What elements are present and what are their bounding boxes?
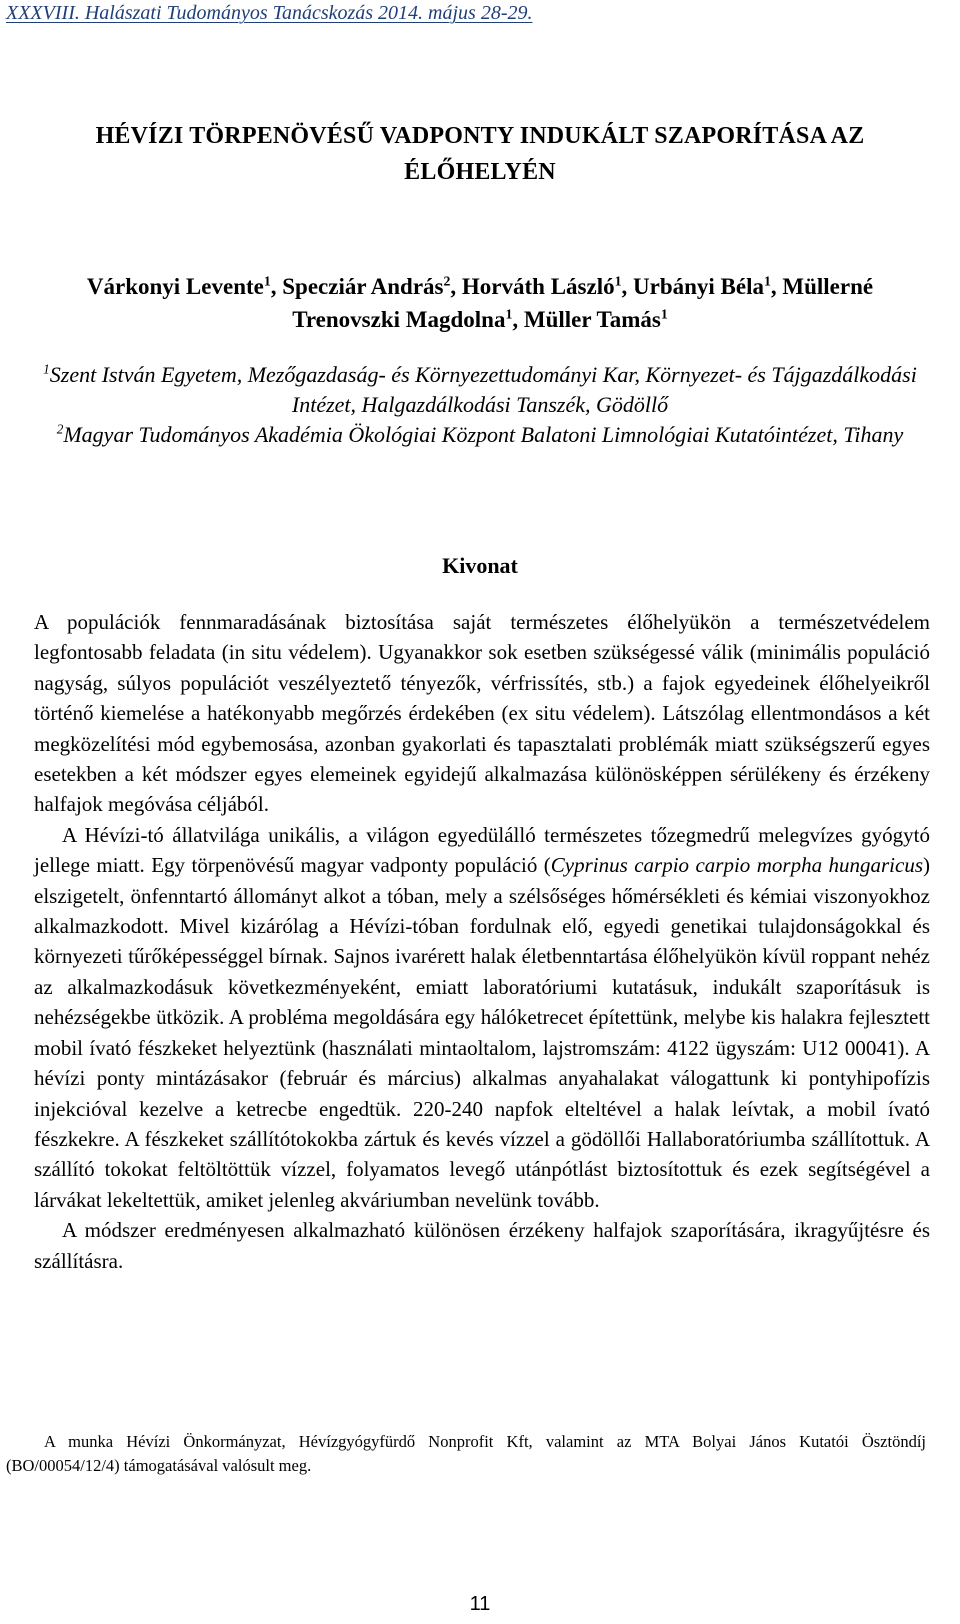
author-name: Horváth László xyxy=(461,274,615,299)
author-name: Müller Tamás xyxy=(523,307,661,332)
affiliation-2 xyxy=(22,420,938,450)
page-number: 11 xyxy=(469,1593,491,1615)
affiliation-1 xyxy=(22,360,938,420)
abstract-paragraph-3: A módszer eredményesen alkalmazható különösen érzékeny halfajok szaporítására, ikragyűjtésre és szállításra. xyxy=(34,1218,930,1273)
author-affil-mark: 1 xyxy=(764,273,771,289)
affiliation-mark: 2 xyxy=(56,421,64,437)
author-separator: , xyxy=(770,274,783,299)
species-name: Cyprinus carpio carpio morpha hungaricus xyxy=(550,853,923,878)
author-name: Müllerné Trenovszki Magdolna xyxy=(292,274,874,332)
abstract-heading: Kivonat xyxy=(442,553,518,578)
author-name: Specziár András xyxy=(282,274,444,299)
author-name: Urbányi Béla xyxy=(633,274,764,299)
abstract-paragraph-2 xyxy=(34,820,930,1215)
paragraph-text: ) elszigetelt, önfenntartó állományt alkot a tóban, mely a szélsőséges hőmérsékleti és kémiai viszonyokhoz alkalmazkodott. Mivel kizárólag a Hévízi-tóban fordulnak elő, egyedi genetikai tulajdonságokkal és környezeti tűrőképességgel bírnak. Sajnos ivarérett halak életbenntartása élőhelyükön kívül roppant nehéz az alkalmazkodásuk következményeként, emiatt laboratóriumi kutatásuk, indukált szaporításuk is nehézségekbe ütközik. A probléma megoldására egy hálóketrecet építettünk, melybe kis halakra fejlesztett mobil ívató fészkeket helyeztünk (használati mintaoltalom, lajstromszám: 4122 ügyszám: U12 00041). A hévízi ponty mintázásakor (február és március) alkalmas anyahalakat válogattunk ki pontyhipofízis injekcióval kezelve a ketrecbe engedtük. 220-240 napfok elteltével a halak leívtak, a mobil ívató fészkekre. A fészkeket szállítótokokba zártuk és kevés vízzel a gödöllői Hallaboratóriumba szállítottuk. A szállító tokokat feltöltöttük vízzel, folyamatos levegő utánpótlást biztosítottuk és ezek segítségével a lárvákat lekeltettük, amiket jelenleg akváriumban nevelünk tovább. xyxy=(34,853,930,1212)
author-affil-mark: 1 xyxy=(263,273,271,289)
author-separator: , xyxy=(450,274,462,299)
author-separator: , xyxy=(621,274,634,299)
author-separator: , xyxy=(270,274,283,299)
abstract-paragraph-1: A populációk fennmaradásának biztosítása saját természetes élőhelyükön a természetvédelem legfontosabb feladata (in situ védelem). Ugyanakkor sok esetben szükségessé válik (minimális populáció nagyság, súlyos populációt veszélyeztető tényezők, vérfrissítés, stb.) a fajok egyedeinek élőhelyeikről történő kiemelése a hatékonyabb megőrzés érdekében (ex situ védelem). Látszólag ellentmondásos a két megközelítési mód egybemosása, azonban gyakorlati és tapasztalati problémák miatt szükségszerű egyes esetekben a két módszer egyes elemeinek egyidejű alkalmazása különösképpen sérülékeny és érzékeny halfajok megóvása céljából. xyxy=(34,610,930,817)
author-name: Várkonyi Levente xyxy=(86,274,264,299)
author-affil-mark: 1 xyxy=(505,306,513,322)
affiliations xyxy=(22,360,938,450)
affiliation-mark: 1 xyxy=(43,361,50,377)
paper-title: HÉVÍZI TÖRPENÖVÉSŰ VADPONTY INDUKÁLT SZAPORÍTÁSA AZ ÉLŐHELYÉN xyxy=(95,123,865,185)
author-affil-mark: 1 xyxy=(660,306,668,322)
author-affil-mark: 1 xyxy=(614,273,622,289)
affiliation-text: Magyar Tudományos Akadémia Ökológiai Központ Balatoni Limnológiai Kutatóintézet, Tihany xyxy=(63,422,904,447)
paragraph-text: A Hévízi-tó állatvilága unikális, a világon egyedülálló természetes tőzegmedrű melegvízes gyógytó jellege miatt. Egy törpenövésű magyar vadponty populáció ( xyxy=(34,822,930,878)
affiliation-text: Szent István Egyetem, Mezőgazdaság- és Környezettudományi Kar, Környezet- és Tájgazdálkodási Intézet, Halgazdálkodási Tanszék, Gödöllő xyxy=(49,362,917,417)
conference-header: XXXVIII. Halászati Tudományos Tanácskozás 2014. május 28-29. xyxy=(6,2,533,24)
abstract-body xyxy=(34,607,930,1276)
author-separator: , xyxy=(512,307,524,332)
acknowledgement: A munka Hévízi Önkormányzat, Hévízgyógyfürdő Nonprofit Kft, valamint az MTA Bolyai János Kutatói Ösztöndíj (BO/00054/12/4) támogatásával valósult meg. xyxy=(6,1432,926,1475)
author-affil-mark: 2 xyxy=(443,273,451,289)
author-list xyxy=(34,270,926,336)
